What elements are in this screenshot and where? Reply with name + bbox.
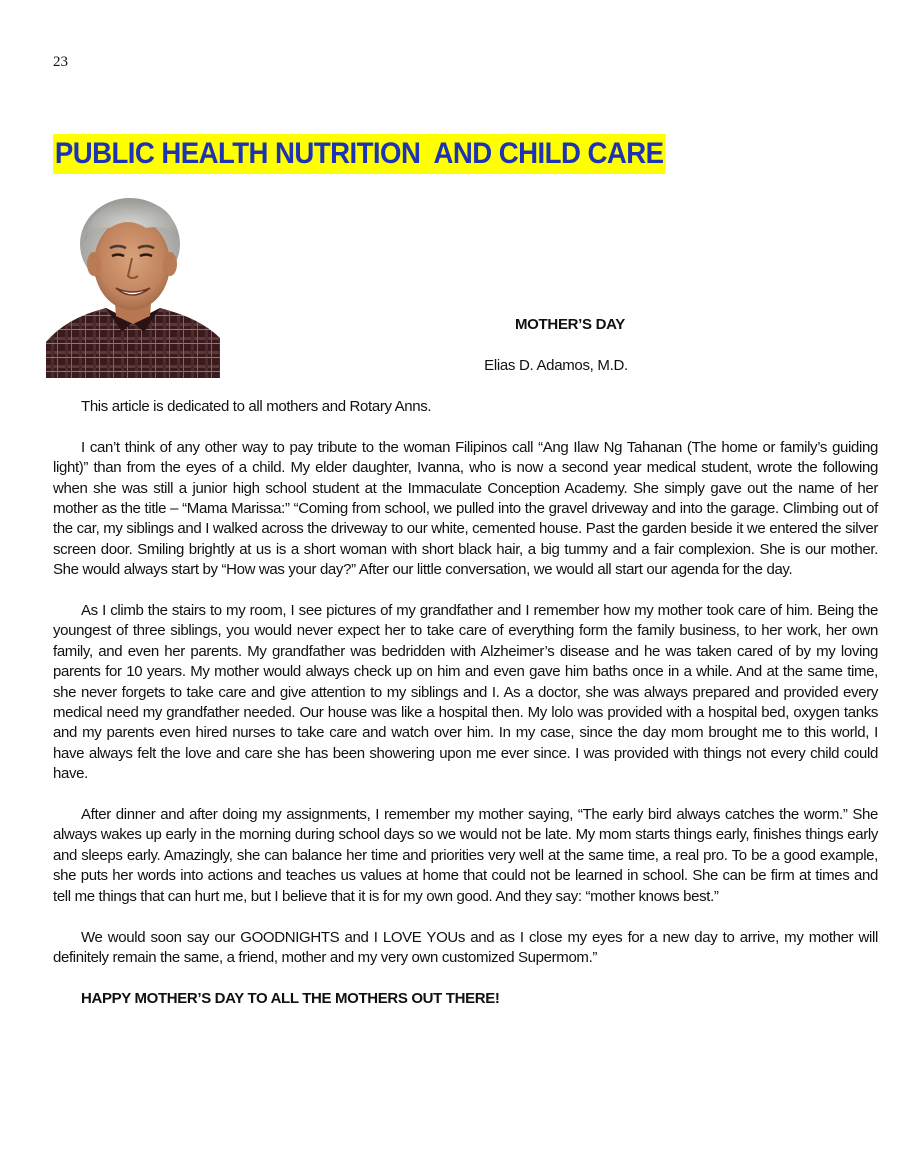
paragraph: As I climb the stairs to my room, I see pictures of my grandfather and I remember how my mother took care of him. Being the youngest of three siblings, you would never expect her to take care of everything form the family business, to her work, her own family, and even her parents. My grandfather was bedridden with Alzheimer’s disease and he was taken cared of by my loving parents for 10 years. My mother would always check up on him and even gave him baths once in a while. And at the same time, she never forgets to take care and give attention to my siblings and I. As a doctor, she was always prepared and provided every medical need my grandfather needed. Our house was like a hospital then. My lolo was provided with a hospital bed, oxygen tanks and my parents even hired nurses to take care and watch over him. In my case, since the day mom brought me to this world, I have always felt the love and care she has been showering upon me ever since. I was provided with things not every child could have.: [53, 602, 878, 783]
paragraph: This article is dedicated to all mothers and Rotary Anns.: [81, 398, 432, 415]
author-portrait-icon: [46, 192, 220, 378]
paragraph: We would soon say our GOODNIGHTS and I LOVE YOUs and as I close my eyes for a new day to arrive, my mother will definitely remain the same, a friend, mother and my very own customized Supermom.”: [53, 928, 878, 966]
article-body: [53, 397, 878, 1030]
article-title: MOTHER’S DAY: [514, 316, 626, 333]
paragraph: After dinner and after doing my assignments, I remember my mother saying, “The early bird always catches the worm.” She always wakes up early in the morning during school days so we would not be late. My mom starts things early, finishes things early and sleeps early. Amazingly, she can balance her time and priorities very well at the same time, a real pro. To be a good example, she puts her words into actions and teaches us values at home that could not be learned in school. She can be firm at times and tell me things that can hurt me, but I believe that it is for my own good. And they say: “mother knows best.”: [53, 806, 878, 905]
article-byline: Elias D. Adamos, M.D.: [484, 357, 628, 374]
section-title: PUBLIC HEALTH NUTRITION AND CHILD CARE: [53, 134, 665, 174]
author-photo: [46, 192, 220, 378]
paragraph: I can’t think of any other way to pay tribute to the woman Filipinos call “Ang Ilaw Ng Tahanan (The home or family’s guiding light)” than from the eyes of a child. My elder daughter, Ivanna, who is now a second year medical student, wrote the following when she was still a junior high school student at the Immaculate Conception Academy. She simply gave out the name of her mother as the title – “Mama Marissa:” “Coming from school, we pulled into the gravel driveway and into the garage. Climbing out of the car, my siblings and I walked across the driveway to our white, cemented house. Past the garden beside it we entered the silver screen door. Smiling brightly at us is a short woman with short black hair, a big tummy and a fair complexion. She is our mother. She would always start by “How was your day?” After our little conversation, we would all start our agenda for the day.: [53, 438, 878, 579]
page-number: 23: [53, 54, 68, 70]
closing-line: HAPPY MOTHER’S DAY TO ALL THE MOTHERS OUT THERE!: [81, 989, 500, 1007]
